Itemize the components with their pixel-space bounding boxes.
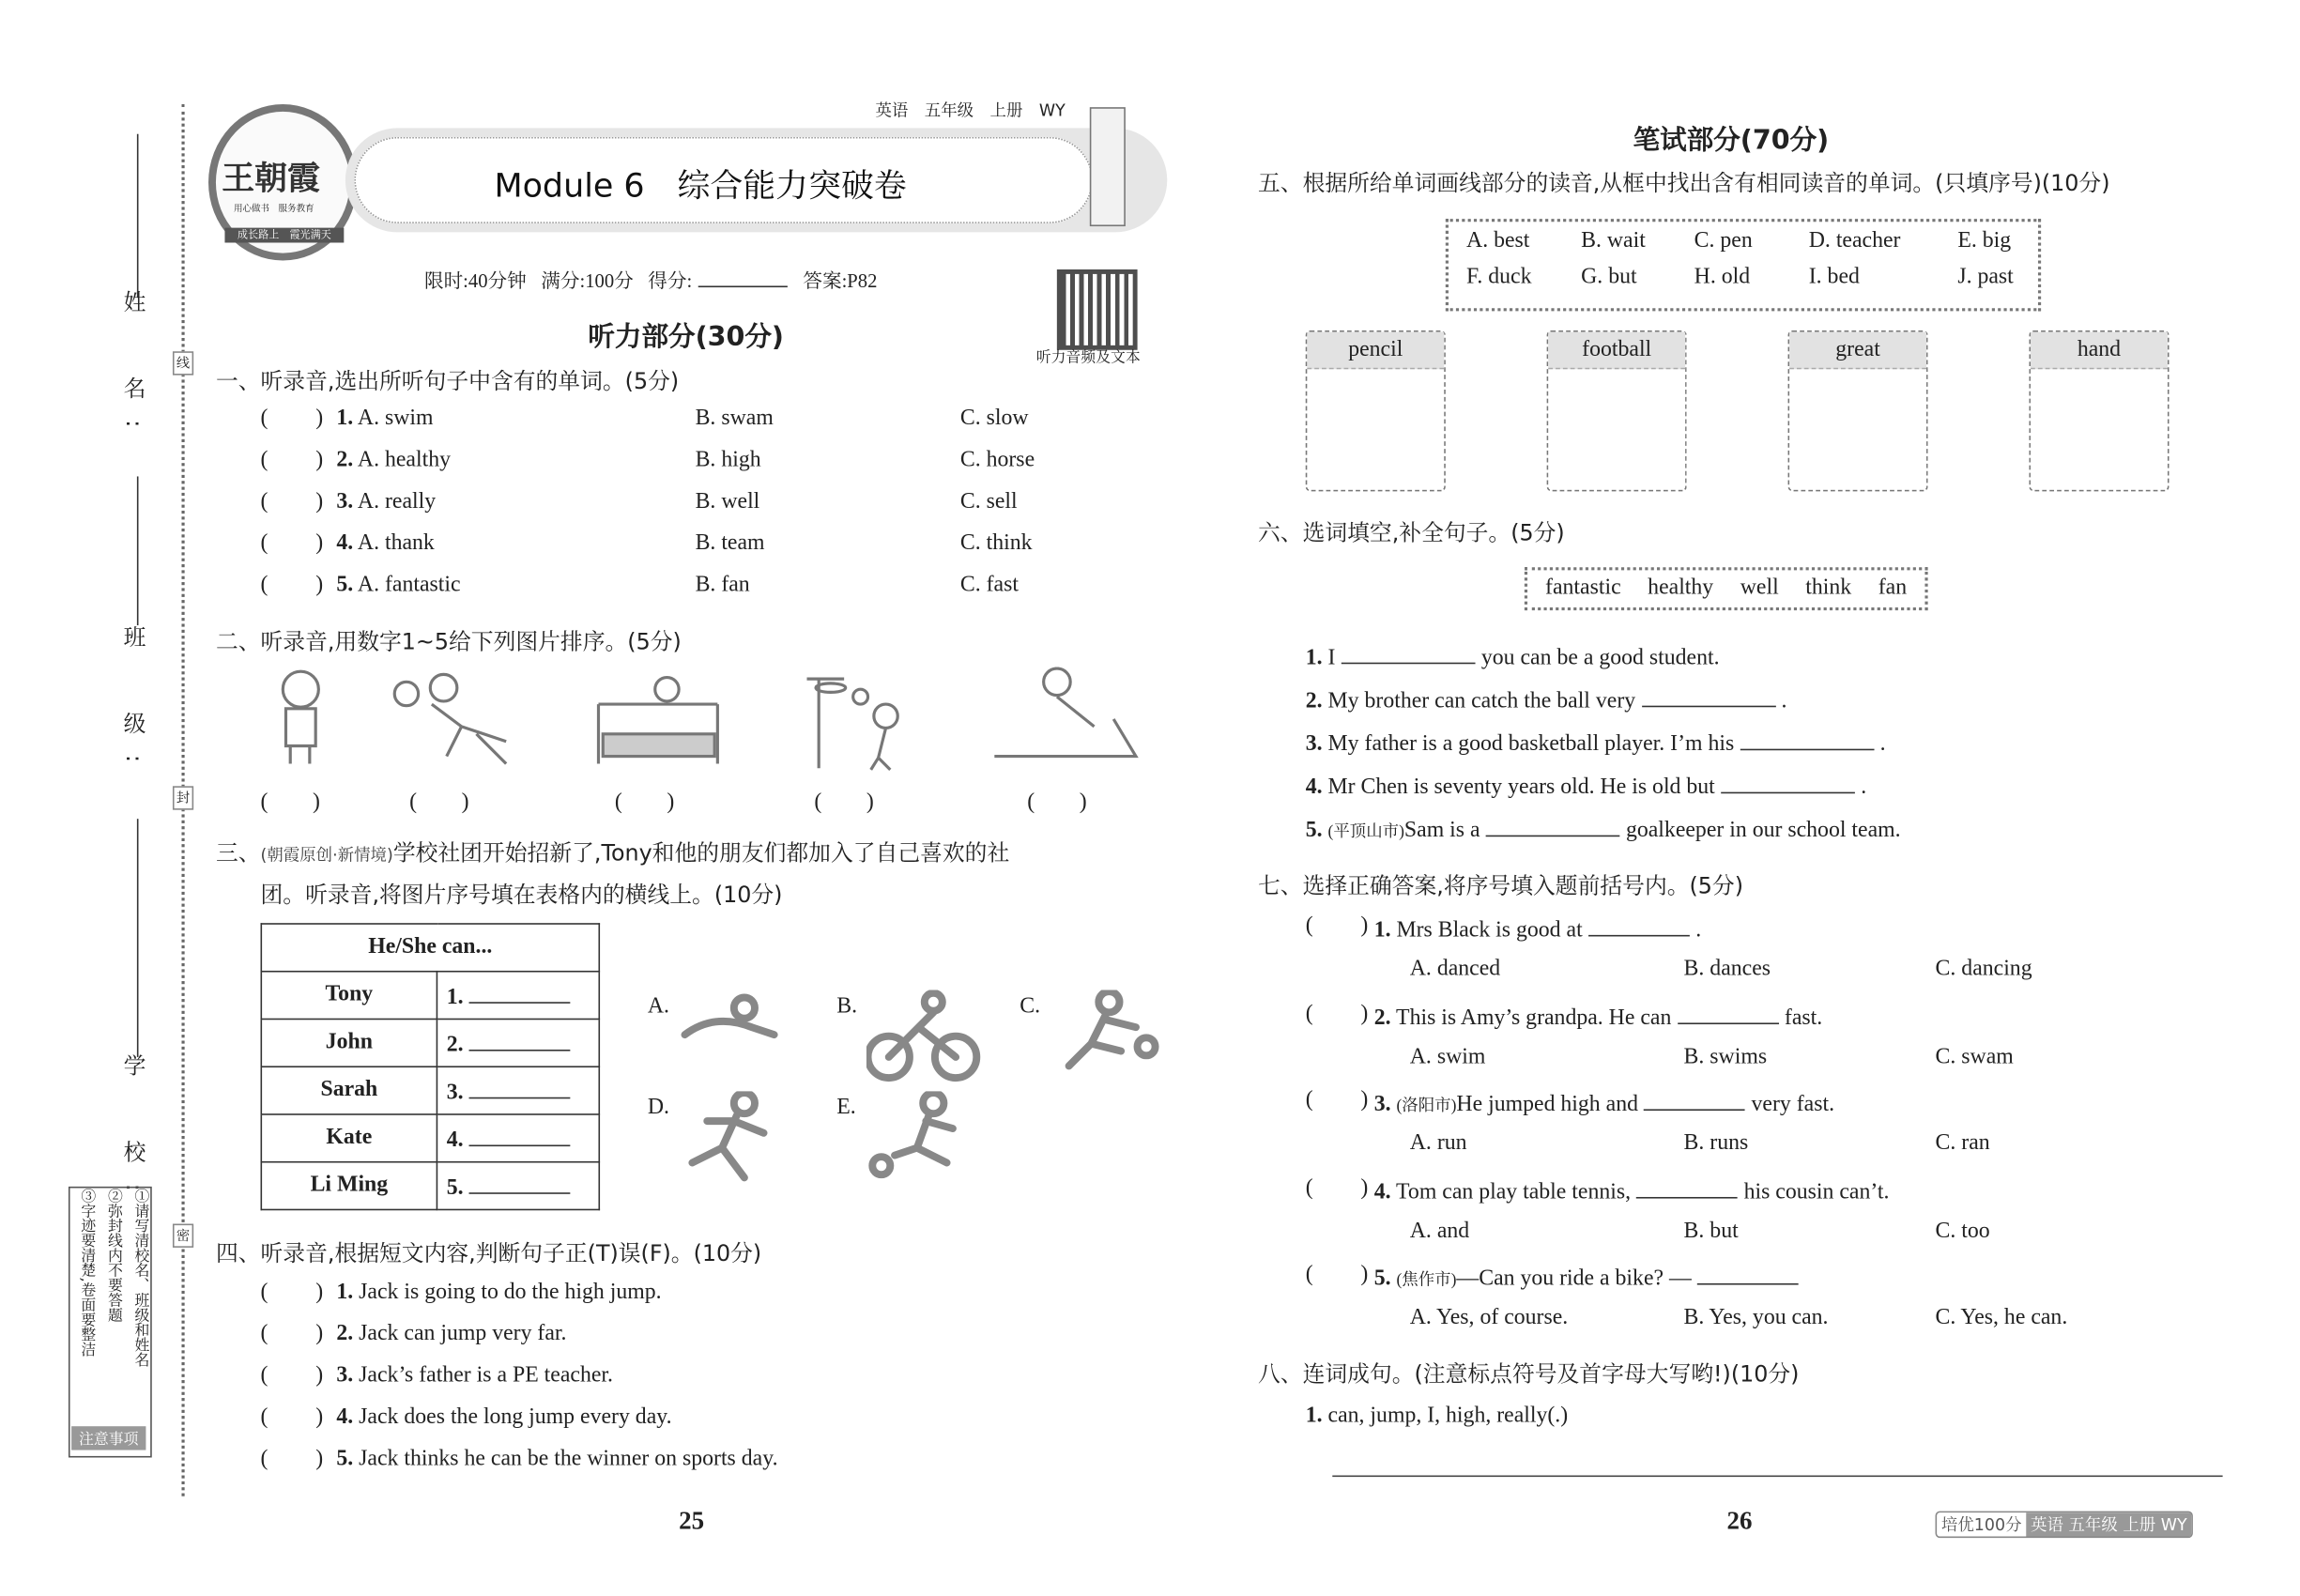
phonics-column[interactable]	[1547, 330, 1687, 491]
close-paren: )	[315, 1322, 324, 1346]
answer-blank[interactable]	[469, 1028, 571, 1051]
option-c: C. Yes, he can.	[1935, 1305, 2068, 1330]
volleyball-icon	[1050, 990, 1169, 1090]
phonics-option: H. old	[1694, 265, 1751, 289]
item-text: can, jump, I, high, really(.)	[1327, 1404, 1569, 1428]
answer-bracket[interactable]: ( )	[260, 790, 320, 815]
school-label: 学 校:	[120, 1053, 147, 1212]
item-number: 1.	[1373, 918, 1391, 943]
answer-blank[interactable]	[1697, 1263, 1799, 1285]
sentence-end: goalkeeper in our school team.	[1625, 819, 1901, 843]
option-b: B. dances	[1683, 957, 1771, 982]
answer-bracket[interactable]	[261, 531, 324, 557]
answer-cell[interactable]	[437, 1019, 599, 1067]
answer-blank[interactable]	[469, 1171, 571, 1193]
option-b: B. Yes, you can.	[1683, 1305, 1829, 1330]
item-text: Jack thinks he can be the winner on sports day.	[359, 1447, 778, 1471]
true-false-item	[336, 1405, 671, 1431]
exam-meta	[424, 265, 877, 293]
answer-bracket[interactable]	[261, 448, 324, 473]
section-8-title: 八、连词成句。(注意标点符号及首字母大写哟!)(10分)	[1258, 1360, 1800, 1388]
answer-bracket[interactable]	[261, 1405, 324, 1431]
sentence-start: Mr Chen is seventy years old. He is old but	[1327, 775, 1715, 800]
item-number: 1.	[1305, 646, 1323, 670]
logo-ribbon: 成长路上 霞光满天	[224, 228, 344, 243]
section-title-writing: 笔试部分(70分)	[1633, 125, 1830, 157]
open-paren: (	[1305, 1262, 1313, 1287]
item-text: Jack’s father is a PE teacher.	[359, 1363, 613, 1388]
girl-picture-icon	[283, 671, 318, 763]
sentence-start: Tom can play table tennis,	[1396, 1179, 1632, 1205]
series-badge	[1936, 1512, 2193, 1539]
student-name: Kate	[261, 1114, 437, 1162]
word-bank-item: think	[1805, 575, 1852, 601]
answer-bracket[interactable]	[261, 1281, 324, 1306]
class-field-line[interactable]	[137, 476, 139, 625]
choice-question	[1374, 1088, 1834, 1118]
close-paren: )	[1360, 1262, 1369, 1287]
answer-blank[interactable]	[1678, 1001, 1779, 1023]
phonics-option: B. wait	[1581, 229, 1646, 253]
option-a: A. healthy	[357, 448, 451, 472]
close-paren: )	[315, 489, 324, 514]
answer-blank[interactable]	[1636, 1175, 1738, 1198]
open-paren: (	[260, 531, 268, 556]
picture-label: E.	[836, 1096, 856, 1120]
option-c: C. fast	[959, 573, 1019, 597]
section-3-title-text: 三、	[215, 839, 261, 867]
table-row	[261, 972, 599, 1020]
fill-blank-item	[1306, 814, 1901, 844]
option-b: B. swims	[1683, 1044, 1768, 1068]
section-title-listening: 听力部分(30分)	[588, 321, 784, 353]
full-score: 满分:100分	[541, 269, 634, 292]
item-number: 5.	[1305, 819, 1323, 843]
reorder-item	[1306, 1404, 1568, 1429]
item-number: 4.	[1305, 775, 1323, 800]
open-paren: (	[1305, 913, 1313, 939]
sentence-end: .	[1781, 689, 1787, 714]
option-a: A. really	[357, 489, 437, 514]
binding-mark: 线	[173, 351, 193, 375]
section-3-title-rest: 学校社团开始招新了,Tony和他的朋友们都加入了自己喜欢的社	[392, 839, 1010, 867]
picture-label: D.	[647, 1096, 669, 1120]
phonics-option: D. teacher	[1808, 229, 1901, 253]
time-limit: 限时:40分钟	[423, 269, 527, 292]
choice-item	[336, 490, 436, 515]
qr-code[interactable]	[1057, 269, 1138, 350]
item-number: 4.	[336, 531, 354, 556]
option-c: C. dancing	[1935, 957, 2032, 982]
item-number: 1.	[336, 1280, 354, 1305]
open-paren: (	[260, 448, 268, 472]
sentence-start: My father is a good basketball player. I’m his	[1327, 732, 1735, 757]
item-number: 2.	[336, 448, 354, 472]
option-a: A. Yes, of course.	[1409, 1305, 1569, 1330]
football-goalkeeper-icon	[394, 674, 506, 763]
item-text: Jack does the long jump every day.	[359, 1404, 672, 1430]
close-paren: )	[315, 406, 324, 431]
answer-bracket[interactable]: ( )	[1027, 790, 1087, 815]
option-c: C. ran	[1935, 1131, 1990, 1156]
score-blank[interactable]	[698, 265, 788, 287]
source-tag: (焦作市)	[1396, 1271, 1457, 1290]
item-number: 5.	[336, 573, 354, 597]
answer-blank[interactable]	[1740, 728, 1875, 750]
choice-question	[1374, 914, 1701, 944]
option-c: C. think	[959, 531, 1033, 556]
close-paren: )	[1360, 913, 1369, 939]
word-bank	[1525, 567, 1927, 610]
answer-line[interactable]	[1332, 1476, 2222, 1478]
sentence-start: —Can you ride a bike? —	[1456, 1266, 1692, 1291]
item-number: 3.	[336, 489, 354, 514]
logo-slogan: 用心做书 服务教育	[233, 204, 314, 215]
phonics-option: I. bed	[1808, 265, 1860, 289]
item-number: 4.	[336, 1404, 354, 1430]
sentence-end: you can be a good student.	[1480, 646, 1720, 670]
choice-question	[1374, 1175, 1890, 1205]
choice-question	[1374, 1001, 1823, 1031]
table-header: He/She can...	[261, 924, 599, 972]
option-b: B. but	[1683, 1218, 1739, 1243]
table-row	[261, 1114, 599, 1162]
phonics-option: E. big	[1957, 229, 2012, 253]
item-number: 4.	[446, 1128, 464, 1152]
answer-blank[interactable]	[1641, 684, 1775, 707]
open-paren: (	[260, 573, 268, 597]
phonics-option: G. but	[1581, 265, 1637, 289]
close-paren: )	[1360, 1088, 1369, 1113]
answer-bracket[interactable]	[261, 574, 324, 599]
section-3-title-cont: 团。听录音,将图片序号填在表格内的横线上。(10分)	[260, 881, 783, 909]
option-b: B. fan	[695, 573, 750, 597]
close-paren: )	[315, 573, 324, 597]
answer-blank[interactable]	[469, 1123, 571, 1145]
section-2-title: 二、听录音,用数字1~5给下列图片排序。(5分)	[215, 628, 682, 655]
answer-bracket[interactable]	[1306, 914, 1369, 940]
word-bank-item: healthy	[1648, 575, 1714, 601]
class-label: 班 级:	[120, 625, 147, 784]
option-c: C. slow	[959, 406, 1029, 431]
open-paren: (	[1305, 1001, 1313, 1025]
answer-ref: 答案:P82	[803, 269, 878, 292]
option-a: A. run	[1409, 1131, 1467, 1156]
choice-item	[336, 574, 460, 599]
column-word: pencil	[1307, 332, 1444, 370]
answer-blank[interactable]	[1721, 771, 1855, 793]
open-paren: (	[260, 489, 268, 514]
choice-item	[336, 448, 451, 473]
sentence-end: .	[1861, 775, 1867, 800]
long-jump-icon	[994, 668, 1136, 757]
logo-text: 王朝霞	[222, 161, 320, 198]
answer-bracket[interactable]: ( )	[814, 790, 874, 815]
answer-bracket[interactable]	[1306, 1263, 1369, 1288]
note: ③字迹要清楚,卷面要整洁	[77, 1188, 94, 1357]
answer-blank[interactable]	[1644, 1088, 1745, 1111]
phonics-option: C. pen	[1694, 229, 1753, 253]
open-paren: (	[260, 406, 268, 431]
word-bank-item: fantastic	[1545, 575, 1621, 601]
open-paren: (	[260, 1322, 268, 1346]
option-b: B. high	[695, 448, 761, 472]
item-number: 1.	[336, 406, 354, 431]
section-6-title: 六、选词填空,补全句子。(5分)	[1258, 519, 1565, 546]
source-tag: (洛阳市)	[1396, 1097, 1457, 1115]
option-a: A. thank	[357, 531, 435, 556]
close-paren: )	[315, 1363, 324, 1388]
page-title: Module 6 综合能力突破卷	[494, 168, 907, 206]
answer-bracket[interactable]	[261, 1447, 324, 1472]
subject-tags: 英语 五年级 上册 WY	[875, 100, 1066, 121]
true-false-item	[336, 1281, 661, 1306]
item-number: 5.	[446, 1174, 464, 1200]
fill-blank-item	[1306, 641, 1720, 671]
club-table	[261, 923, 601, 1210]
answer-bracket[interactable]	[261, 1322, 324, 1347]
source-tag: (平顶山市)	[1327, 822, 1404, 841]
note: ②弥封线内不要答题	[104, 1188, 121, 1323]
brand-logo	[208, 104, 358, 261]
section-4-title: 四、听录音,根据短文内容,判断句子正(T)误(F)。(10分)	[215, 1239, 762, 1267]
item-text: Jack can jump very far.	[359, 1322, 567, 1346]
sentence-start: I	[1327, 646, 1336, 670]
column-word: hand	[2031, 332, 2168, 370]
picture-label: B.	[836, 994, 858, 1019]
answer-bracket[interactable]	[261, 1364, 324, 1389]
answer-cell[interactable]	[437, 972, 599, 1020]
close-paren: )	[315, 531, 324, 556]
answer-bracket[interactable]: ( )	[409, 790, 469, 815]
column-word: great	[1789, 332, 1926, 370]
option-c: C. swam	[1935, 1044, 2014, 1068]
section-3-title	[216, 836, 1009, 867]
choice-item	[336, 531, 434, 557]
student-name: John	[261, 1019, 437, 1067]
option-b: B. swam	[695, 406, 774, 431]
sentence-start: Sam is a	[1403, 819, 1480, 843]
fill-blank-item	[1306, 771, 1866, 801]
listening-pictures	[268, 667, 1160, 771]
phonics-column[interactable]	[1788, 330, 1928, 491]
open-paren: (	[260, 1447, 268, 1471]
sentence-end: fast.	[1784, 1005, 1823, 1030]
title-banner	[345, 128, 1167, 232]
score-label: 得分:	[648, 269, 693, 292]
picture-label: A.	[647, 994, 669, 1019]
student-name: Sarah	[261, 1067, 437, 1114]
item-number: 2.	[1305, 689, 1323, 714]
word-bank-item: well	[1740, 575, 1779, 601]
high-jump-icon	[598, 678, 717, 764]
answer-bracket[interactable]	[1306, 1175, 1369, 1201]
option-b: B. runs	[1683, 1131, 1749, 1156]
notes-title: 注意事项	[71, 1426, 146, 1450]
choice-item	[336, 407, 433, 432]
answer-cell[interactable]	[437, 1067, 599, 1114]
fill-blank-item	[1306, 728, 1886, 758]
binding-mark: 密	[173, 1224, 193, 1248]
fill-blank-item	[1306, 684, 1787, 714]
close-paren: )	[1360, 1001, 1369, 1025]
option-c: C. horse	[959, 448, 1035, 472]
option-b: B. team	[695, 531, 765, 556]
item-number: 1.	[1305, 1404, 1323, 1428]
open-paren: (	[260, 1404, 268, 1430]
option-a: A. fantastic	[357, 573, 461, 597]
column-word: football	[1548, 332, 1685, 370]
word-bank-item: fan	[1878, 575, 1908, 601]
phonics-option: J. past	[1957, 265, 2014, 289]
table-row	[261, 1019, 599, 1067]
phonics-column[interactable]	[1306, 330, 1446, 491]
section-3-tag: (朝霞原创·新情境)	[260, 845, 393, 866]
picture-label: C.	[1020, 994, 1041, 1019]
running-icon	[678, 1091, 797, 1190]
swimming-icon	[678, 990, 797, 1090]
answer-bracket[interactable]	[1306, 1088, 1369, 1113]
name-label: 姓 名:	[120, 290, 147, 449]
phonics-option: A. best	[1466, 229, 1530, 253]
answer-blank[interactable]	[1588, 914, 1690, 937]
item-number: 3.	[1305, 732, 1323, 757]
true-false-item	[336, 1322, 566, 1347]
sentence-end: very fast.	[1751, 1092, 1835, 1117]
open-paren: (	[260, 1363, 268, 1388]
item-number: 5.	[1373, 1266, 1391, 1291]
item-number: 4.	[1373, 1179, 1391, 1205]
phonics-option: F. duck	[1466, 265, 1532, 289]
answer-cell[interactable]	[437, 1114, 599, 1162]
school-field-line[interactable]	[137, 819, 139, 1057]
student-name: Tony	[261, 972, 437, 1020]
close-paren: )	[315, 1280, 324, 1305]
open-paren: (	[1305, 1088, 1313, 1113]
option-c: C. sell	[959, 489, 1018, 514]
football-kick-icon	[866, 1091, 986, 1190]
sentence-end: .	[1695, 918, 1702, 943]
badge-grade: 英语 五年级 上册 WY	[2026, 1512, 2191, 1536]
sentence-start: My brother can catch the ball very	[1327, 689, 1636, 714]
option-a: A. swim	[1409, 1044, 1486, 1068]
close-paren: )	[315, 448, 324, 472]
close-paren: )	[1360, 1174, 1369, 1200]
choice-question	[1374, 1263, 1805, 1293]
answer-bracket[interactable]	[261, 490, 324, 515]
sentence-start: This is Amy’s grandpa. He can	[1396, 1005, 1672, 1030]
cycling-icon	[866, 990, 986, 1090]
student-name: Li Ming	[261, 1162, 437, 1210]
answer-bracket[interactable]	[1306, 1001, 1369, 1026]
binding-mark: 封	[173, 786, 193, 809]
sentence-start: Mrs Black is good at	[1396, 918, 1583, 943]
name-field-line[interactable]	[137, 134, 139, 298]
item-number: 5.	[336, 1447, 354, 1471]
answer-blank[interactable]	[1342, 641, 1476, 664]
lighthouse-icon	[1090, 107, 1126, 226]
qr-label: 听力音频及文本	[1035, 349, 1141, 367]
sentence-end: .	[1879, 732, 1886, 757]
sentence-start: He jumped high and	[1456, 1092, 1638, 1117]
badge-series: 培优100分	[1940, 1515, 2022, 1535]
open-paren: (	[260, 1280, 268, 1305]
option-c: C. too	[1935, 1218, 1990, 1243]
item-number: 2.	[1373, 1005, 1391, 1030]
answer-blank[interactable]	[1486, 814, 1620, 836]
note: ①请写清校名、班级和姓名	[130, 1188, 147, 1367]
answer-bracket[interactable]: ( )	[614, 790, 675, 815]
table-row	[261, 1162, 599, 1210]
close-paren: )	[315, 1404, 324, 1430]
phonics-column[interactable]	[2029, 330, 2169, 491]
option-a: A. and	[1409, 1218, 1470, 1243]
page-number-left: 25	[679, 1506, 705, 1535]
true-false-item	[336, 1447, 777, 1472]
option-a: A. danced	[1409, 957, 1501, 982]
item-number: 2.	[336, 1322, 354, 1346]
section-5-title: 五、根据所给单词画线部分的读音,从框中找出含有相同读音的单词。(只填序号)(10分)	[1258, 169, 2110, 197]
item-number: 1.	[446, 985, 464, 1009]
answer-bracket[interactable]	[261, 407, 324, 432]
open-paren: (	[1305, 1174, 1313, 1200]
item-number: 2.	[446, 1032, 464, 1057]
phonics-option-box	[1446, 219, 2041, 311]
page-number-right: 26	[1726, 1506, 1753, 1535]
item-text: Jack is going to do the high jump.	[359, 1280, 662, 1305]
close-paren: )	[315, 1447, 324, 1471]
option-a: A. swim	[357, 406, 434, 431]
section-7-title: 七、选择正确答案,将序号填入题前括号内。(5分)	[1258, 872, 1744, 899]
section-1-title: 一、听录音,选出所听句子中含有的单词。(5分)	[215, 367, 680, 395]
sentence-end: his cousin can’t.	[1743, 1179, 1890, 1205]
answer-blank[interactable]	[469, 980, 571, 1003]
table-row	[261, 1067, 599, 1114]
option-b: B. well	[695, 489, 760, 514]
notes-box	[69, 1187, 152, 1458]
item-number: 3.	[1373, 1092, 1391, 1117]
item-number: 3.	[336, 1363, 354, 1388]
basketball-icon	[807, 679, 898, 770]
item-number: 3.	[446, 1080, 464, 1104]
answer-cell[interactable]	[437, 1162, 599, 1210]
true-false-item	[336, 1364, 613, 1389]
answer-blank[interactable]	[469, 1076, 571, 1098]
